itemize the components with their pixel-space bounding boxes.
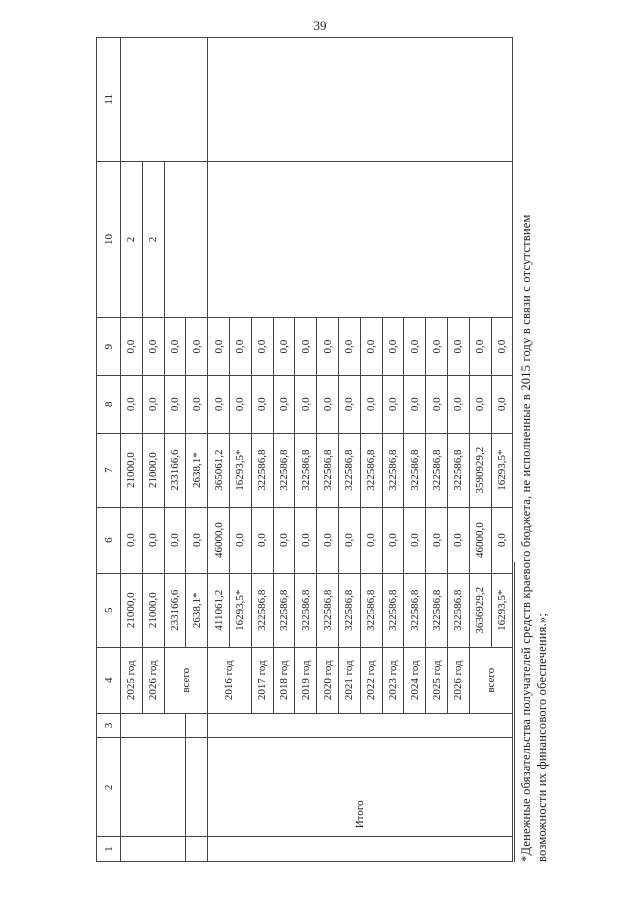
value-cell: 0,0 <box>251 375 273 433</box>
header-cell: 2 <box>97 738 121 837</box>
value-cell: 322586,8 <box>273 433 295 507</box>
table-cell <box>121 837 143 862</box>
year-cell: 2016 год <box>208 647 252 713</box>
value-cell: 0,0 <box>447 507 469 573</box>
footnote <box>518 37 550 862</box>
value-cell: 0,0 <box>360 507 382 573</box>
header-cell: 11 <box>97 38 121 162</box>
year-cell: 2023 год <box>382 647 404 713</box>
value-cell: 0,0 <box>491 507 513 573</box>
rotated-content <box>96 37 566 862</box>
table-cell <box>164 713 186 738</box>
value-cell: 3636929,2 <box>469 573 491 647</box>
value-cell: 16293,5* <box>491 573 513 647</box>
value-cell: 0,0 <box>295 507 317 573</box>
value-cell: 0,0 <box>382 375 404 433</box>
footnote-line: *Денежные обязательства получателей средств краевого бюджета, не исполненные в 2015 году в связи с отсутствием <box>519 214 533 862</box>
value-cell: 0,0 <box>121 375 143 433</box>
value-cell: 0,0 <box>273 375 295 433</box>
value-cell: 322586,8 <box>317 573 339 647</box>
table-cell <box>164 38 208 162</box>
value-cell: 322586,8 <box>426 433 448 507</box>
value-cell: 0,0 <box>186 318 208 376</box>
value-cell: 2 <box>121 161 143 318</box>
value-cell: 322586,8 <box>273 573 295 647</box>
table-cell <box>164 837 186 862</box>
total-label: всего <box>469 647 513 713</box>
value-cell: 0,0 <box>142 507 164 573</box>
table-cell <box>142 38 164 162</box>
table-cell <box>186 713 208 738</box>
value-cell: 0,0 <box>404 375 426 433</box>
header-cell: 1 <box>97 837 121 862</box>
value-cell: 0,0 <box>469 318 491 376</box>
value-cell: 0,0 <box>338 507 360 573</box>
value-cell: 322586,8 <box>404 433 426 507</box>
budget-table <box>96 37 513 862</box>
value-cell: 233166,6 <box>164 433 186 507</box>
value-cell: 0,0 <box>317 507 339 573</box>
table-cell <box>208 837 513 862</box>
header-cell: 10 <box>97 161 121 318</box>
table-row <box>208 38 230 862</box>
value-cell: 16293,5* <box>229 433 251 507</box>
value-cell: 0,0 <box>164 375 186 433</box>
year-cell: 2024 год <box>404 647 426 713</box>
table-body <box>97 38 513 862</box>
header-cell: 7 <box>97 433 121 507</box>
header-cell: 8 <box>97 375 121 433</box>
value-cell: 0,0 <box>382 507 404 573</box>
value-cell: 0,0 <box>164 507 186 573</box>
table-cell <box>142 738 164 837</box>
table-cell <box>121 713 143 738</box>
value-cell: 0,0 <box>360 318 382 376</box>
value-cell: 16293,5* <box>229 573 251 647</box>
value-cell: 322586,8 <box>295 573 317 647</box>
value-cell: 0,0 <box>186 507 208 573</box>
itogo-label: Итого <box>208 738 513 837</box>
table-cell <box>208 713 513 738</box>
value-cell: 0,0 <box>491 318 513 376</box>
value-cell: 21000,0 <box>142 573 164 647</box>
value-cell: 0,0 <box>382 318 404 376</box>
header-cell: 6 <box>97 507 121 573</box>
value-cell: 322586,8 <box>251 573 273 647</box>
table-cell <box>186 837 208 862</box>
table-cell <box>208 161 513 318</box>
value-cell: 0,0 <box>404 507 426 573</box>
year-cell: 2019 год <box>295 647 317 713</box>
value-cell: 0,0 <box>317 375 339 433</box>
table-cell <box>164 161 208 318</box>
table-cell <box>121 738 143 837</box>
value-cell: 0,0 <box>404 318 426 376</box>
value-cell: 2638,1* <box>186 433 208 507</box>
value-cell: 322586,8 <box>317 433 339 507</box>
value-cell: 0,0 <box>273 507 295 573</box>
value-cell: 0,0 <box>142 318 164 376</box>
year-cell: 2021 год <box>338 647 360 713</box>
value-cell: 0,0 <box>208 318 230 376</box>
value-cell: 411061,2 <box>208 573 230 647</box>
value-cell: 46000,0 <box>208 507 230 573</box>
value-cell: 322586,8 <box>382 573 404 647</box>
value-cell: 0,0 <box>251 318 273 376</box>
value-cell: 0,0 <box>164 318 186 376</box>
year-cell: 2026 год <box>447 647 469 713</box>
year-cell: 2026 год <box>142 647 164 713</box>
value-cell: 0,0 <box>229 375 251 433</box>
value-cell: 322586,8 <box>295 433 317 507</box>
value-cell: 0,0 <box>121 318 143 376</box>
header-cell: 9 <box>97 318 121 376</box>
table-cell <box>121 38 143 162</box>
value-cell: 233166,6 <box>164 573 186 647</box>
value-cell: 0,0 <box>273 318 295 376</box>
value-cell: 322586,8 <box>447 433 469 507</box>
table-cell <box>142 837 164 862</box>
value-cell: 365061,2 <box>208 433 230 507</box>
year-cell: 2017 год <box>251 647 273 713</box>
value-cell: 322586,8 <box>338 433 360 507</box>
value-cell: 322586,8 <box>382 433 404 507</box>
table-cell <box>186 738 208 837</box>
value-cell: 0,0 <box>295 318 317 376</box>
value-cell: 16293,5* <box>491 433 513 507</box>
table-cell <box>208 38 513 162</box>
value-cell: 0,0 <box>360 375 382 433</box>
year-cell: 2022 год <box>360 647 382 713</box>
value-cell: 3590929,2 <box>469 433 491 507</box>
value-cell: 322586,8 <box>360 573 382 647</box>
value-cell: 2 <box>142 161 164 318</box>
year-cell: 2018 год <box>273 647 295 713</box>
value-cell: 0,0 <box>447 375 469 433</box>
header-cell: 5 <box>97 573 121 647</box>
value-cell: 0,0 <box>426 318 448 376</box>
value-cell: 0,0 <box>447 318 469 376</box>
value-cell: 0,0 <box>317 318 339 376</box>
header-cell: 3 <box>97 713 121 738</box>
value-cell: 0,0 <box>229 318 251 376</box>
value-cell: 21000,0 <box>121 573 143 647</box>
value-cell: 46000,0 <box>469 507 491 573</box>
year-cell: 2020 год <box>317 647 339 713</box>
value-cell: 322586,8 <box>426 573 448 647</box>
value-cell: 21000,0 <box>142 433 164 507</box>
value-cell: 0,0 <box>229 507 251 573</box>
table-row <box>121 38 143 862</box>
table-row <box>142 38 164 862</box>
value-cell: 0,0 <box>142 375 164 433</box>
value-cell: 322586,8 <box>360 433 382 507</box>
value-cell: 322586,8 <box>251 433 273 507</box>
header-cell: 4 <box>97 647 121 713</box>
value-cell: 322586,8 <box>338 573 360 647</box>
value-cell: 0,0 <box>469 375 491 433</box>
value-cell: 0,0 <box>426 507 448 573</box>
table-cell <box>164 738 186 837</box>
year-cell: 2025 год <box>426 647 448 713</box>
value-cell: 0,0 <box>426 375 448 433</box>
value-cell: 0,0 <box>338 318 360 376</box>
value-cell: 0,0 <box>491 375 513 433</box>
value-cell: 0,0 <box>338 375 360 433</box>
page-number: 39 <box>313 18 327 33</box>
value-cell: 2638,1* <box>186 573 208 647</box>
value-cell: 0,0 <box>186 375 208 433</box>
value-cell: 21000,0 <box>121 433 143 507</box>
table-cell <box>142 713 164 738</box>
value-cell: 322586,8 <box>404 573 426 647</box>
value-cell: 0,0 <box>295 375 317 433</box>
total-label: всего <box>164 647 208 713</box>
year-cell: 2025 год <box>121 647 143 713</box>
value-cell: 0,0 <box>208 375 230 433</box>
header-row <box>97 38 121 862</box>
value-cell: 322586,8 <box>447 573 469 647</box>
footnote-line: возможности их финансового обеспечения.»; <box>535 612 549 862</box>
value-cell: 0,0 <box>251 507 273 573</box>
footnote-divider <box>514 562 515 862</box>
table-row <box>164 38 186 862</box>
value-cell: 0,0 <box>121 507 143 573</box>
